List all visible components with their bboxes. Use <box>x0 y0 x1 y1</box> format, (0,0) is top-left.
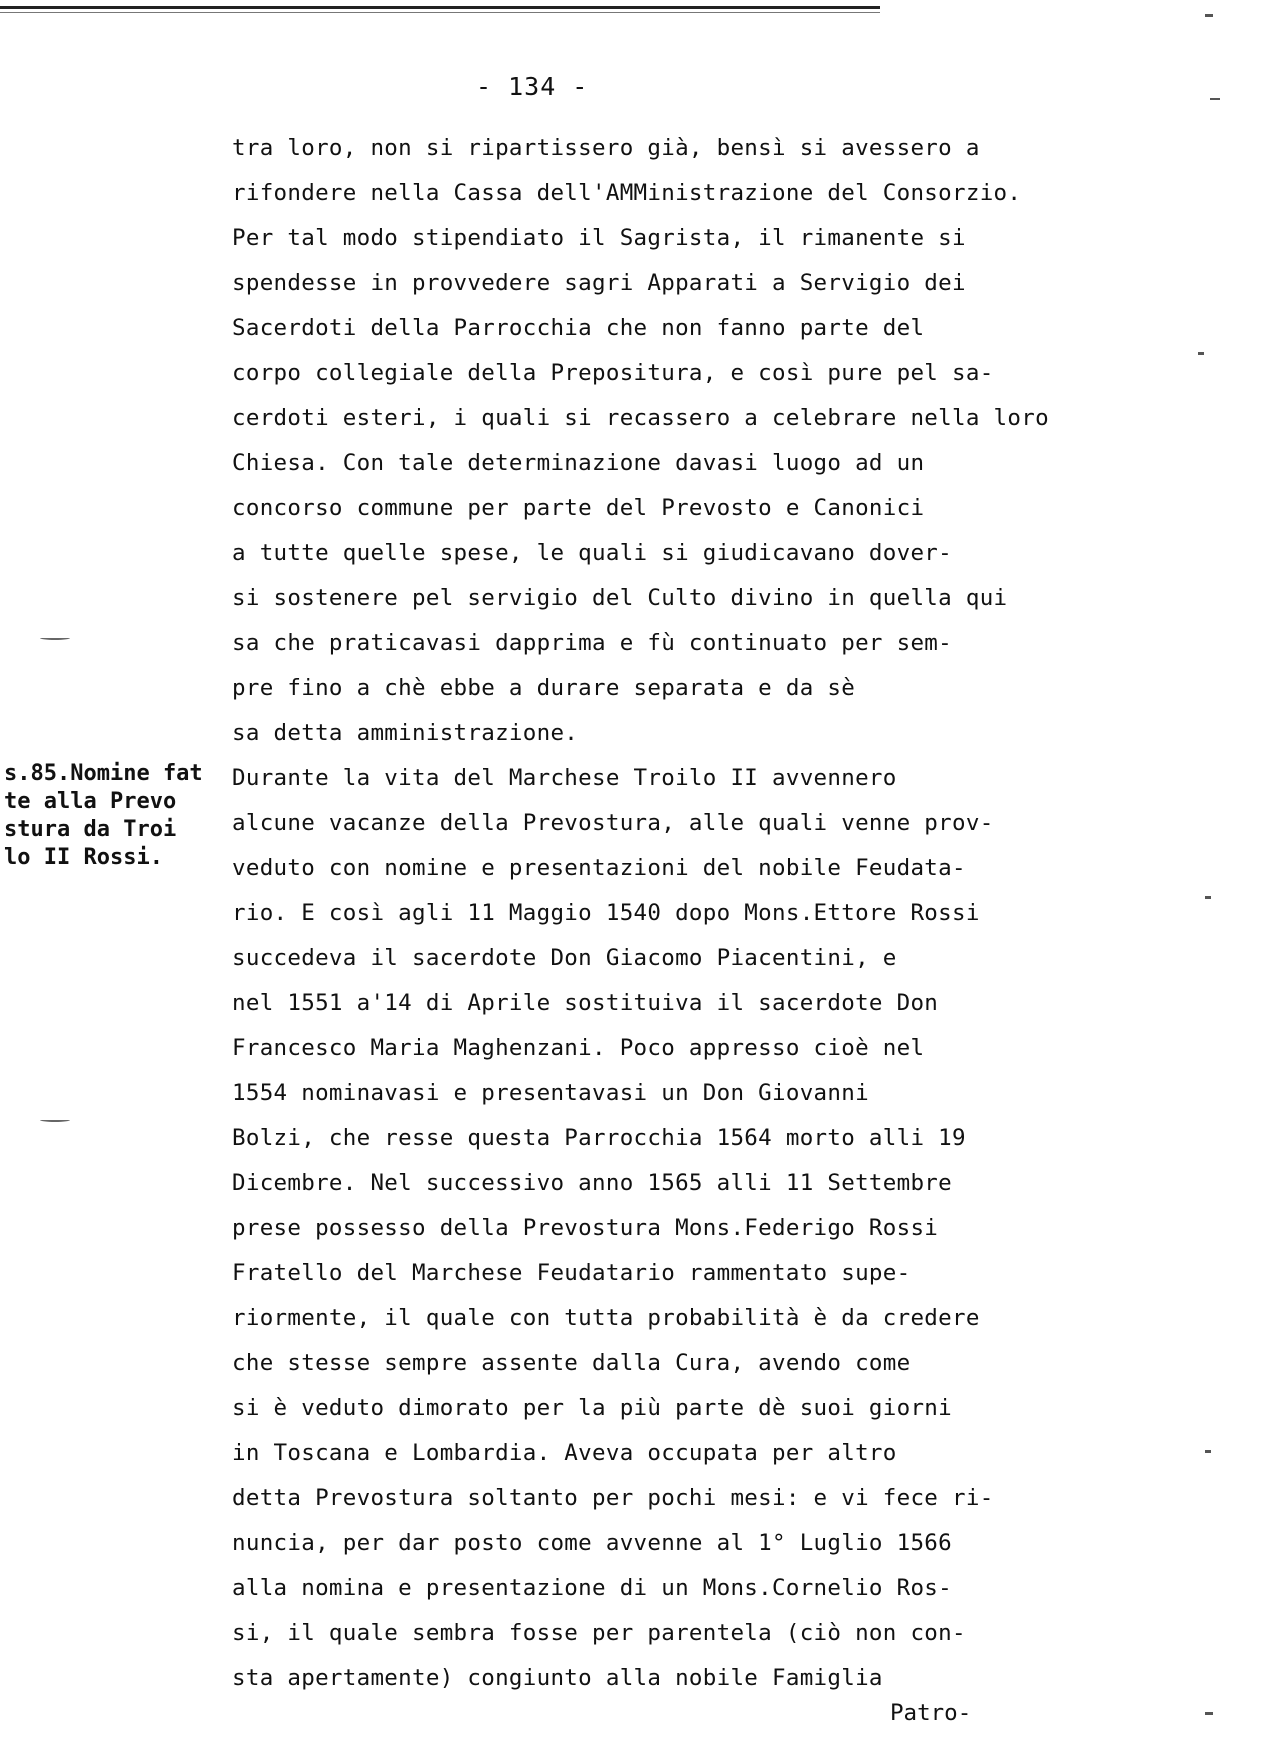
scan-mark <box>1210 98 1220 100</box>
text-line: in Toscana e Lombardia. Aveva occupata per altro <box>232 1440 897 1466</box>
text-line: si, il quale sembra fosse per parentela (ciò non con- <box>232 1620 966 1646</box>
text-line: Fratello del Marchese Feudatario rammentato supe- <box>232 1260 911 1286</box>
text-line: corpo collegiale della Prepositura, e così pure pel sa- <box>232 360 994 386</box>
top-rule-thin <box>0 12 880 13</box>
body-text <box>232 126 1242 1701</box>
text-line: spendesse in provvedere sagri Apparati a Servigio dei <box>232 270 966 296</box>
text-line: sa che praticavasi dapprima e fù continuato per sem- <box>232 630 952 656</box>
text-line: sta apertamente) congiunto alla nobile Famiglia <box>232 1665 883 1691</box>
scan-mark <box>1205 1450 1211 1453</box>
margin-note-line: te alla Prevo <box>4 789 177 814</box>
scan-mark <box>1205 14 1213 17</box>
top-rule <box>0 6 880 9</box>
text-line: pre fino a chè ebbe a durare separata e da sè <box>232 675 856 701</box>
text-line: concorso commune per parte del Prevosto e Canonici <box>232 495 925 521</box>
scan-mark <box>1205 896 1211 899</box>
text-line: tra loro, non si ripartissero già, bensì si avessero a <box>232 135 980 161</box>
margin-note-line: s.85.Nomine fat <box>4 761 203 786</box>
text-line: veduto con nomine e presentazioni del nobile Feudata- <box>232 855 966 881</box>
text-line: sa detta amministrazione. <box>232 720 579 746</box>
text-line: si sostenere pel servigio del Culto divino in quella qui <box>232 585 1008 611</box>
margin-dash <box>40 636 70 640</box>
margin-dash <box>40 1118 70 1122</box>
catchword: Patro- <box>890 1700 972 1726</box>
margin-note <box>4 760 203 872</box>
text-line: nel 1551 a'14 di Aprile sostituiva il sacerdote Don <box>232 990 939 1016</box>
text-line: rifondere nella Cassa dell'AMMinistrazione del Consorzio. <box>232 180 1022 206</box>
text-line: Durante la vita del Marchese Troilo II avvennero <box>232 765 897 791</box>
text-line: 1554 nominavasi e presentavasi un Don Giovanni <box>232 1080 869 1106</box>
text-line: Francesco Maria Maghenzani. Poco appresso cioè nel <box>232 1035 925 1061</box>
text-line: prese possesso della Prevostura Mons.Federigo Rossi <box>232 1215 939 1241</box>
text-line: rio. E così agli 11 Maggio 1540 dopo Mons.Ettore Rossi <box>232 900 980 926</box>
text-line: cerdoti esteri, i quali si recassero a celebrare nella loro <box>232 405 1049 431</box>
text-line: succedeva il sacerdote Don Giacomo Piacentini, e <box>232 945 897 971</box>
text-line: detta Prevostura soltanto per pochi mesi: e vi fece ri- <box>232 1485 994 1511</box>
text-line: Sacerdoti della Parrocchia che non fanno parte del <box>232 315 925 341</box>
text-line: nuncia, per dar posto come avvenne al 1° Luglio 1566 <box>232 1530 952 1556</box>
text-line: alla nomina e presentazione di un Mons.Cornelio Ros- <box>232 1575 952 1601</box>
margin-note-line: stura da Troi <box>4 817 177 842</box>
text-line: Dicembre. Nel successivo anno 1565 alli 11 Settembre <box>232 1170 952 1196</box>
text-line: alcune vacanze della Prevostura, alle quali venne prov- <box>232 810 994 836</box>
text-line: Bolzi, che resse questa Parrocchia 1564 morto alli 19 <box>232 1125 966 1151</box>
text-line: a tutte quelle spese, le quali si giudicavano dover- <box>232 540 952 566</box>
margin-note-line: lo II Rossi. <box>4 845 163 870</box>
text-line: si è veduto dimorato per la più parte dè suoi giorni <box>232 1395 952 1421</box>
text-line: che stesse sempre assente dalla Cura, avendo come <box>232 1350 911 1376</box>
page-number: - 134 - <box>476 72 589 101</box>
text-line: Chiesa. Con tale determinazione davasi luogo ad un <box>232 450 925 476</box>
scan-mark <box>1205 1712 1213 1715</box>
text-line: Per tal modo stipendiato il Sagrista, il rimanente si <box>232 225 966 251</box>
scan-mark <box>1198 352 1204 355</box>
text-line: riormente, il quale con tutta probabilità è da credere <box>232 1305 980 1331</box>
